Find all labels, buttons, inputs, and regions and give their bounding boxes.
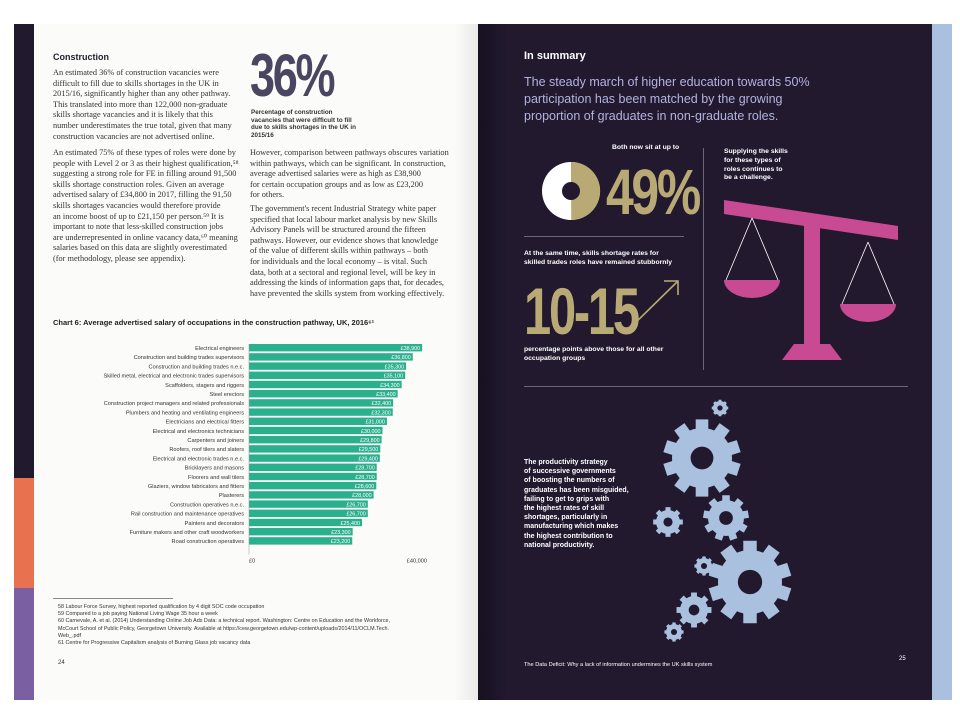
bar-value-label: £23,200 bbox=[330, 539, 351, 546]
arrow-up-right-icon bbox=[624, 278, 682, 334]
stat-10-15: 10-15 bbox=[524, 274, 638, 348]
stat-36-percent: 36% bbox=[250, 42, 334, 109]
category-label: Steel erectors bbox=[209, 392, 244, 398]
x-tick-label: £40,000 bbox=[406, 558, 427, 565]
scales-icon bbox=[722, 196, 902, 366]
divider-2 bbox=[524, 386, 908, 387]
productivity-text: The productivity strategy of successive governments of boosting the numbers of graduates has been misguided, failing to get to grips with the highest rates of skill shortages, particularly in manufacturing which makes the highest contribution to national productivity. bbox=[524, 459, 629, 549]
category-label: Construction and building trades n.e.c. bbox=[148, 364, 244, 371]
gear-icon bbox=[653, 507, 683, 537]
category-label: Roofers, roof tilers and slaters bbox=[169, 447, 244, 454]
bar-value-label: £23,300 bbox=[331, 530, 351, 536]
percentage-points-text: percentage points above those for all other occupation groups bbox=[524, 346, 664, 362]
salary-bar bbox=[249, 353, 413, 360]
bar-value-label: £38,900 bbox=[400, 346, 421, 352]
bar-value-label: £26,700 bbox=[346, 502, 366, 509]
category-label: Plasterers bbox=[218, 493, 244, 500]
page-edge-blue bbox=[932, 24, 952, 700]
footnote-60: 60 Carnevale, A. et al. (2014) Understanding Online Job Ads Data: a technical report. Washington: Centre on Education and the Workforce, bbox=[58, 618, 391, 625]
salary-bar-chart bbox=[53, 340, 433, 570]
same-time-text: At the same time, skills shortage rates for skilled trades roles have remained stubbornly bbox=[524, 250, 673, 266]
body-paragraph-3: However, comparison between pathways obscures variation within pathways, which can be significant. In construction, average advertised salaries were as high as £38,900 for certain occupation groups and as low as £23,200 for others. bbox=[250, 148, 449, 200]
bar-value-label: £29,500 bbox=[358, 447, 379, 454]
page-number-left: 24 bbox=[58, 660, 65, 666]
bar-value-label: £35,300 bbox=[384, 364, 405, 371]
category-label: Skilled metal, electrical and electronic trades supervisors bbox=[103, 373, 244, 380]
footnote-59: 59 Compared to a job paying National Living Wage 35 hour a week bbox=[58, 611, 218, 618]
bar-value-label: £32,300 bbox=[371, 410, 391, 417]
category-label: Carpenters and joiners bbox=[187, 438, 244, 444]
bar-value-label: £28,700 bbox=[355, 465, 375, 472]
bar-value-label: £35,100 bbox=[383, 373, 404, 380]
bar-value-label: £26,700 bbox=[346, 511, 366, 518]
category-label: Furniture makers and other craft woodworkers bbox=[129, 530, 244, 536]
category-label: Painters and decorators bbox=[184, 520, 244, 527]
category-label: Bricklayers and masons bbox=[184, 465, 244, 472]
fold-shadow-right bbox=[478, 24, 508, 700]
footnote-60-cont2: Web_.pdf bbox=[58, 632, 81, 639]
bar-value-label: £28,700 bbox=[355, 474, 375, 481]
divider-1 bbox=[524, 236, 684, 237]
bar-value-label: £29,400 bbox=[358, 456, 378, 463]
category-label: Glaziers, window fabricators and fitters bbox=[147, 484, 244, 490]
salary-bar bbox=[249, 381, 402, 388]
vertical-divider bbox=[703, 148, 704, 370]
gear-icon bbox=[663, 419, 740, 496]
category-label: Scaffolders, stagers and riggers bbox=[165, 382, 244, 389]
category-label: Rail construction and maintenance operatives bbox=[130, 511, 244, 518]
summary-lead: The steady march of higher education towards 50% participation has been matched by the growing proportion of graduates in non-graduate roles. bbox=[524, 75, 810, 123]
category-label: Road construction operatives bbox=[171, 539, 244, 546]
bar-value-label: £33,400 bbox=[376, 392, 396, 398]
category-label: Electrical engineers bbox=[195, 346, 244, 352]
page-number-right: 25 bbox=[899, 656, 906, 662]
gears-illustration bbox=[640, 396, 810, 646]
x-tick-label: £0 bbox=[249, 558, 256, 565]
category-label: Construction operatives n.e.c. bbox=[170, 502, 244, 509]
body-paragraph-4: The government's recent Industrial Strategy white paper specified that local labour market analysis by new Skills Advisory Panels will be structured around the fifteen pathways. However, our evidence shows that knowledge of the value of different skills within pathways – both for individuals and the local economy – is vital. Such data, both at a sectoral and regional level, will be key in addressing the kinds of information gaps that, for decades, have prevented the skills system from working effectively. bbox=[250, 204, 445, 298]
bar-value-label: £29,800 bbox=[360, 438, 380, 444]
footnote-61: 61 Centre for Progressive Capitalism analysis of Burning Glass job vacancy data bbox=[58, 640, 251, 647]
bar-value-label: £36,800 bbox=[391, 355, 411, 362]
category-label: Construction and building trades supervisors bbox=[133, 355, 244, 362]
footnotes bbox=[58, 604, 448, 647]
stat-36-caption: Percentage of construction vacancies that were difficult to fill due to skills shortages in the UK in 2015/16 bbox=[251, 109, 356, 139]
edge-accent-purple bbox=[14, 588, 34, 700]
bar-value-label: £32,400 bbox=[371, 401, 392, 408]
gear-icon bbox=[703, 495, 749, 540]
summary-heading: In summary bbox=[524, 50, 586, 62]
category-label: Plumbers and heating and ventilating engineers bbox=[125, 410, 244, 417]
body-paragraph-2: An estimated 75% of these types of roles were done by people with Level 2 or 3 as their highest qualification,⁵⁸ suggesting a strong role for FE in filling around 91,500 skills shortage construction roles. Given an average advertised salary of £34,800 in 2017, filling the 91,50 skills shortages vacancies would therefore provide an income boost of up to £21,150 per person.⁵⁹ It is important to note that less-skilled construction jobs are underrepresented in online vacancy data,⁶⁰ meaning salaries based on this data are slightly overestimated (for methodology, please see appendix). bbox=[53, 148, 239, 263]
body-paragraph-1: An estimated 36% of construction vacancies were difficult to fill due to skills shortages in the UK in 2015/16, significantly higher than any other pathway. This translated into more than 122,000 non-graduate skills shortage vacancies and it is likely that this number underestimates the true total, given that many construction vacancies are not advertised online. bbox=[53, 68, 232, 141]
bar-value-label: £28,600 bbox=[354, 484, 375, 490]
section-title: Construction bbox=[53, 52, 109, 62]
footnote-divider bbox=[53, 598, 173, 599]
pie-icon bbox=[540, 160, 602, 222]
gear-icon bbox=[664, 622, 683, 641]
bar-value-label: £31,000 bbox=[365, 419, 385, 426]
footnote-58: 58 Labour Force Survey, highest reported qualification by 4 digit SOC code occupation bbox=[58, 604, 265, 610]
gear-icon bbox=[677, 593, 712, 628]
gear-icon bbox=[709, 541, 792, 623]
stat-49-percent: 49% bbox=[606, 156, 699, 228]
both-now-text: Both now sit at up to bbox=[612, 144, 680, 151]
running-footer: The Data Deficit: Why a lack of information undermines the UK skills system bbox=[524, 662, 713, 668]
bar-value-label: £30,000 bbox=[361, 428, 381, 435]
bar-value-label: £25,400 bbox=[340, 520, 361, 527]
supplying-text: Supplying the skills for these types of roles continues to be a challenge. bbox=[724, 148, 788, 182]
category-label: Electrical and electronics technicians bbox=[152, 428, 244, 435]
salary-bar bbox=[249, 372, 405, 379]
bar-value-label: £34,300 bbox=[380, 382, 400, 389]
salary-bar bbox=[249, 362, 406, 369]
category-label: Construction project managers and related professionals bbox=[103, 401, 244, 408]
chart-title: Chart 6: Average advertised salary of occupations in the construction pathway, UK, 2016⁶¹ bbox=[53, 318, 375, 327]
edge-accent-orange bbox=[14, 478, 34, 588]
gear-icon bbox=[712, 400, 728, 416]
footnote-60-cont: McCourt School of Public Policy, Georgetown University. Available at https://cew.georgetown.edu/wp-content/uploads/2014/11/OCLM.Tech. bbox=[58, 625, 389, 632]
category-label: Electrical and electronic trades n.e.c. bbox=[152, 456, 244, 463]
category-label: Electricians and electrical fitters bbox=[165, 419, 244, 426]
page-edge-strip bbox=[14, 24, 34, 700]
salary-bar bbox=[249, 344, 422, 351]
category-label: Floorers and wall tilers bbox=[188, 474, 244, 481]
bar-value-label: £28,000 bbox=[352, 493, 372, 500]
